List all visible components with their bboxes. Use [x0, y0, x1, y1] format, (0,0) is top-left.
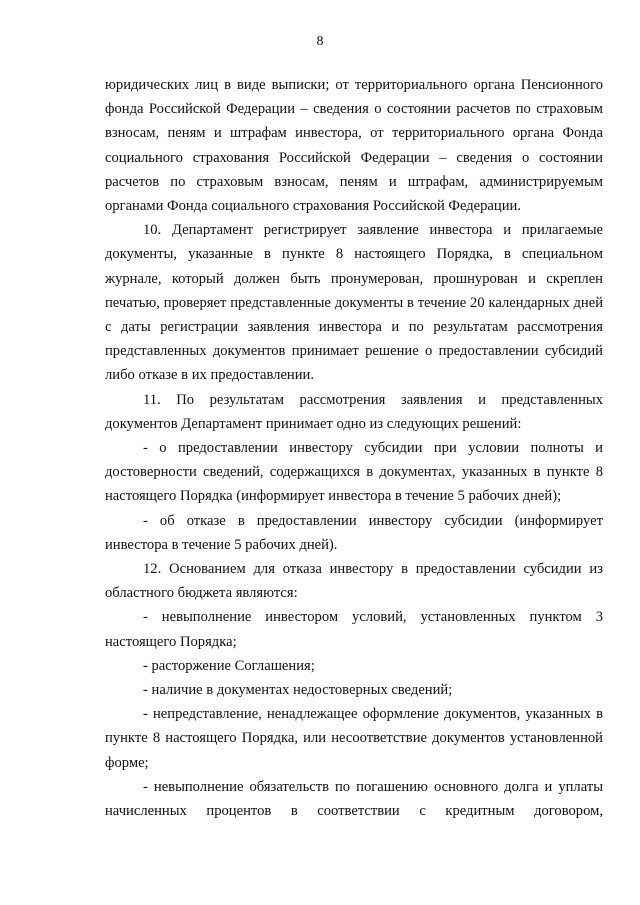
list-item-grant-decision: - о предоставлении инвестору субсидии при условии полноты и достоверности сведений, содержащихся в документах, указанных в пункте 8 настоящего Порядка (информирует инвестора в течение 5 рабочих дней); [105, 440, 603, 505]
list-item-refusal-decision: - об отказе в предоставлении инвестору субсидии (информирует инвестора в течение 5 рабочих дней). [105, 512, 603, 553]
page-number: 8 [316, 34, 324, 49]
paragraph-item-12: 12. Основанием для отказа инвестору в предоставлении субсидии из областного бюджета являются: [105, 561, 603, 602]
list-item-obligations-not-met: - невыполнение обязательств по погашению основного долга и уплаты начисленных процентов в соответствии с кредитным договором, [105, 778, 603, 820]
list-item-conditions-not-met: - невыполнение инвестором условий, установленных пунктом 3 настоящего Порядка; [105, 609, 603, 650]
paragraph-item-10: 10. Департамент регистрирует заявление инвестора и прилагаемые документы, указанные в пункте 8 настоящего Порядка, в специальном журнале, который должен быть пронумерован, прошнурован и скреплен печатью, проверяет представленные документы в течение 20 календарных дней с даты регистрации заявления инвестора и по результатам рассмотрения представленных документов принимает решение о предоставлении субсидий либо отказе в их предоставлении. [105, 222, 603, 384]
document-body [105, 73, 603, 823]
paragraph-item-11: 11. По результатам рассмотрения заявления и представленных документов Департамент принимает одно из следующих решений: [105, 391, 603, 432]
list-item-agreement-termination: - расторжение Соглашения; [143, 657, 315, 674]
paragraph-continuation: юридических лиц в виде выписки; от территориального органа Пенсионного фонда Российской Федерации – сведения о состоянии расчетов по страховым взносам, пеням и штрафам инвестора, от территориального органа Фонда социального страхования Российской Федерации – сведения о состоянии расчетов по страховым взносам, пеням и штрафам, администрируемым органами Фонда социального страхования Российской Федерации. [105, 77, 603, 215]
list-item-documents-missing: - непредставление, ненадлежащее оформление документов, указанных в пункте 8 настоящего Порядка, или несоответствие документов установленной форме; [105, 706, 603, 771]
list-item-false-information: - наличие в документах недостоверных сведений; [143, 682, 453, 699]
